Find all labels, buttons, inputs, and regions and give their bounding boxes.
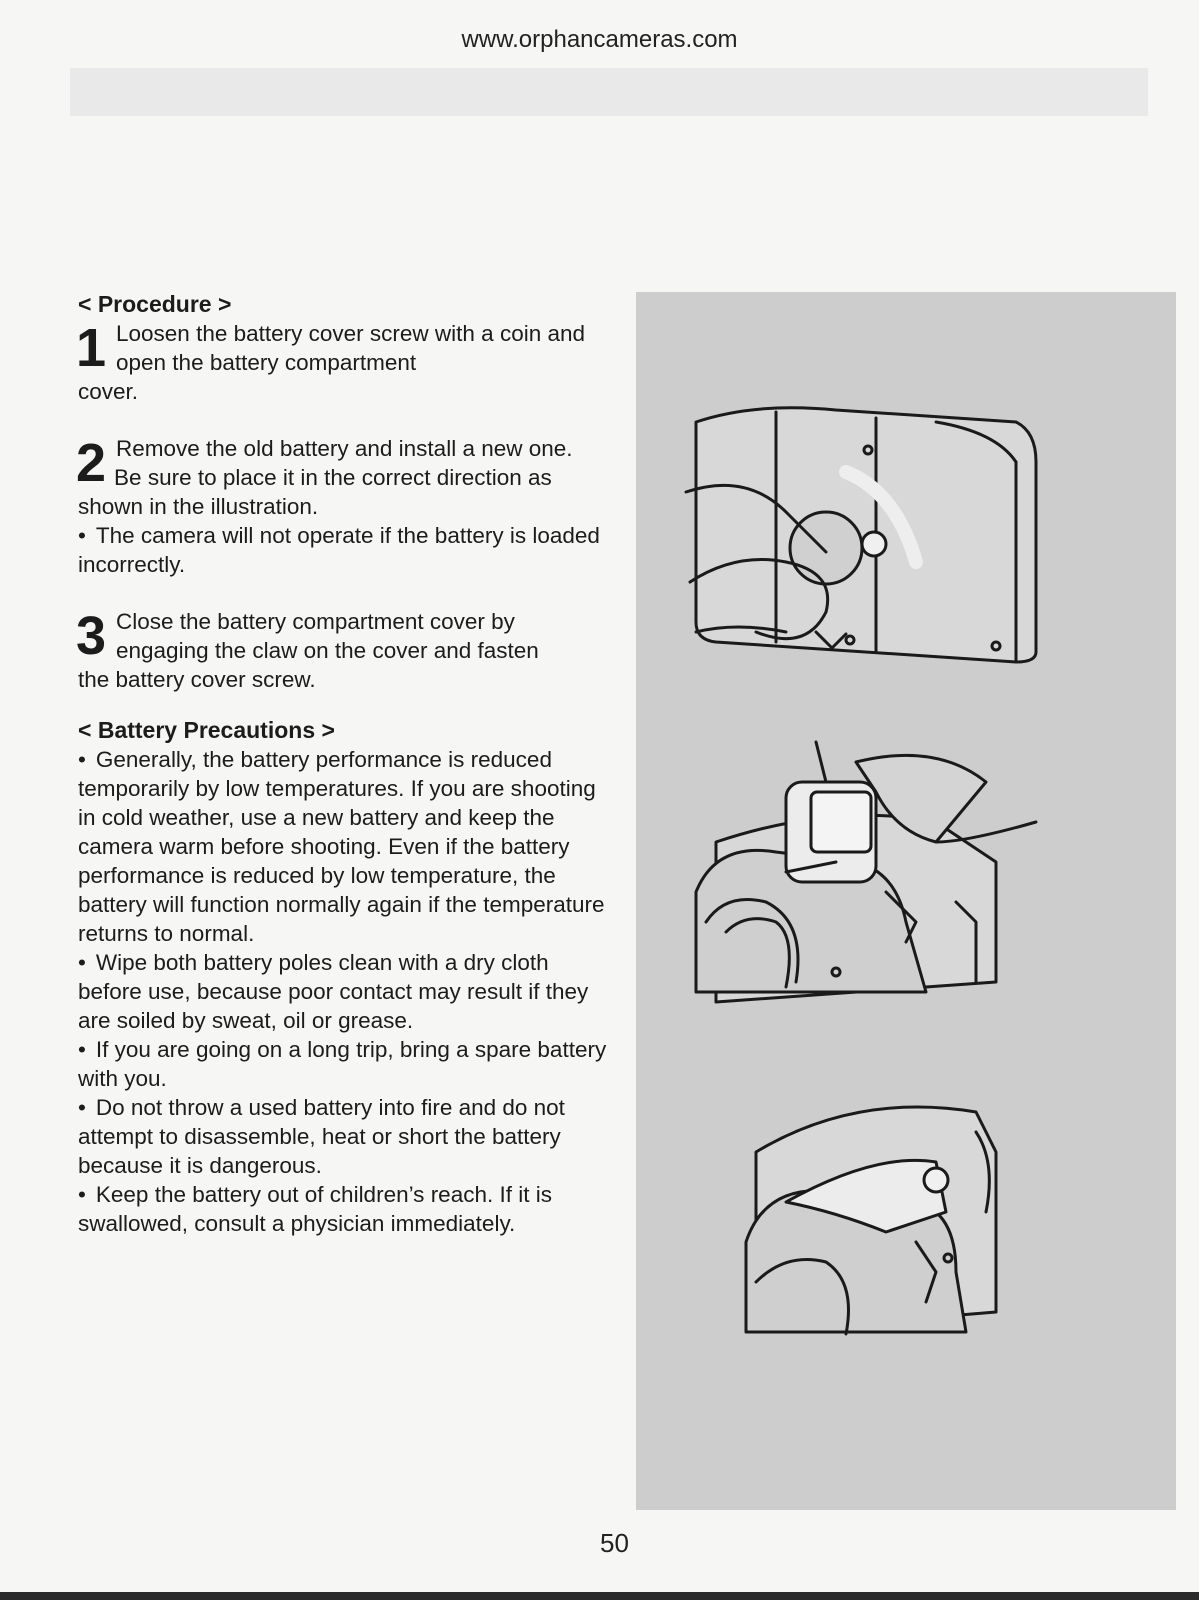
step-2-continuation: Be sure to place it in the correct direction as shown in the illustration.: [78, 465, 552, 519]
source-url: www.orphancameras.com: [461, 26, 738, 53]
step-3-continuation: the battery cover screw.: [78, 667, 316, 692]
bottom-edge-line: [0, 1592, 1199, 1600]
step-3-text: Close the battery compartment cover by engaging the claw on the cover and fasten: [116, 609, 539, 663]
precaution-item: • If you are going on a long trip, bring a spare battery with you.: [78, 1035, 608, 1093]
step-1-continuation: cover.: [78, 379, 139, 404]
precautions-heading: < Battery Precautions >: [78, 717, 335, 743]
step-2: [78, 434, 608, 579]
step-1-text: Loosen the battery cover screw with a coin and open the battery compartment: [116, 321, 586, 375]
procedure-title: Procedure: [97, 291, 212, 317]
illustration-panel: [636, 292, 1176, 1510]
cover-closing-illustration: [636, 1072, 1176, 1452]
precaution-item: • Keep the battery out of children’s reach. If it is swallowed, consult a physician immediately.: [78, 1180, 608, 1238]
step-2-text: Remove the old battery and install a new one.: [116, 436, 573, 461]
battery-insert-illustration: [636, 722, 1176, 1102]
step-2-number: 2: [76, 433, 107, 493]
step-2-note: • The camera will not operate if the battery is loaded incorrectly.: [78, 521, 608, 579]
precautions-title: Battery Precautions: [97, 717, 316, 743]
step-3: [78, 607, 608, 694]
header-band: [70, 68, 1148, 116]
precaution-item: • Do not throw a used battery into fire and do not attempt to disassemble, heat or short the battery because it is dangerous.: [78, 1093, 608, 1180]
step-1: [78, 319, 608, 406]
procedure-heading: < Procedure >: [78, 291, 232, 317]
precaution-item: • Wipe both battery poles clean with a dry cloth before use, because poor contact may result if they are soiled by sweat, oil or grease.: [78, 948, 608, 1035]
instruction-text-column: [78, 290, 608, 1238]
step-3-number: 3: [76, 606, 107, 666]
step-1-number: 1: [76, 318, 107, 378]
precaution-item: • Generally, the battery performance is reduced temporarily by low temperatures. If you are shooting in cold weather, use a new battery and keep the camera warm before shooting. Even if the battery performance is reduced by low temperature, the battery will function normally again if the temperature returns to normal.: [78, 745, 608, 948]
page-number: 50: [600, 1528, 629, 1558]
coin-loosening-illustration: [636, 382, 1176, 762]
